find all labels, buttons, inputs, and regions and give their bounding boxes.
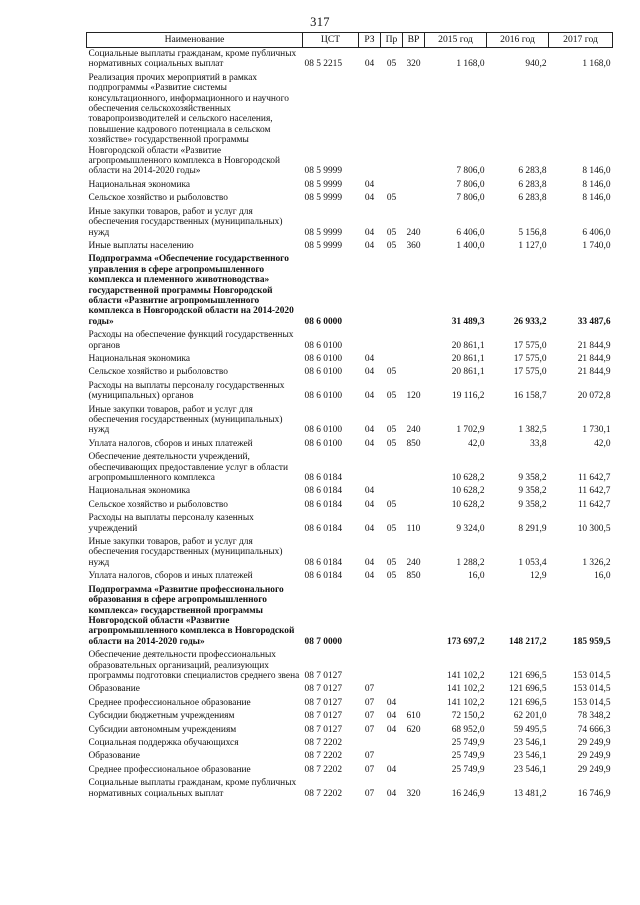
cell-cst: 08 7 0127 [304, 711, 342, 722]
cell-2017: 185 959,5 [573, 636, 611, 647]
cell-pr: 04 [386, 711, 397, 722]
cell-cst: 08 6 0184 [304, 557, 342, 568]
cell-cst: 08 5 2215 [304, 59, 342, 70]
cell-2017: 21 844,9 [577, 353, 611, 364]
table-row [87, 584, 613, 649]
cell-2015: 9 324,0 [456, 523, 485, 534]
cell-pr: 04 [386, 697, 397, 708]
cell-2017: 29 249,9 [577, 751, 611, 762]
cell-2017: 74 666,3 [577, 724, 611, 735]
cell-2016: 17 575,0 [513, 340, 547, 351]
cell-2017: 20 072,8 [577, 391, 611, 402]
cell-2015: 72 150,2 [451, 711, 485, 722]
table-row [87, 724, 613, 737]
cell-cst: 08 5 9999 [304, 193, 342, 204]
cell-2016: 121 696,5 [509, 670, 547, 681]
cell-2015: 1 168,0 [456, 59, 485, 70]
cell-rz: 07 [364, 684, 375, 695]
cell-2015: 7 806,0 [456, 179, 485, 190]
cell-pr [381, 329, 403, 353]
cell-2015: 6 406,0 [456, 227, 485, 238]
cell-2017: 33 487,6 [577, 316, 611, 327]
cell-2017: 11 642,7 [578, 486, 611, 497]
cell-pr: 05 [386, 367, 397, 378]
cell-pr: 04 [386, 764, 397, 775]
cell-2016: 17 575,0 [513, 353, 547, 364]
cell-pr: 04 [386, 788, 397, 799]
cell-2015: 1 288,2 [456, 557, 485, 568]
cell-pr: 05 [386, 227, 397, 238]
cell-2016: 1 382,5 [518, 425, 547, 436]
cell-pr: 05 [386, 557, 397, 568]
cell-2016: 940,2 [525, 59, 547, 70]
cell-2015: 42,0 [468, 438, 485, 449]
cell-2015: 10 628,2 [451, 499, 485, 510]
cell-vr: 320 [406, 788, 421, 799]
table-row [87, 485, 613, 498]
cell-2016: 13 481,2 [513, 788, 547, 799]
cell-name: Среднее профессиональное образование [88, 697, 251, 708]
cell-rz: 04 [364, 179, 375, 190]
cell-2016: 6 283,8 [518, 179, 547, 190]
cell-name: Образование [88, 751, 140, 762]
cell-2016: 6 283,8 [518, 166, 547, 177]
cell-pr [381, 683, 403, 696]
cell-vr [403, 649, 425, 683]
cell-2015: 1 702,9 [456, 425, 485, 436]
cell-2017: 153 014,5 [573, 684, 611, 695]
cell-cst: 08 6 0000 [304, 316, 342, 327]
cell-name: Иные выплаты населению [88, 240, 194, 251]
header-name: Наименование [87, 33, 303, 48]
cell-vr [403, 353, 425, 366]
cell-name: Социальные выплаты гражданам, кроме публичных нормативных социальных выплат [88, 778, 297, 799]
cell-pr [381, 353, 403, 366]
table-row [87, 697, 613, 710]
cell-rz [359, 329, 381, 353]
cell-2015: 31 489,3 [451, 316, 485, 327]
cell-name: Национальная экономика [88, 486, 191, 497]
cell-vr [403, 329, 425, 353]
cell-name: Среднее профессиональное образование [88, 764, 251, 775]
cell-2015: 141 102,2 [447, 697, 485, 708]
cell-cst: 08 7 2202 [304, 751, 342, 762]
cell-rz: 04 [364, 59, 375, 70]
cell-2016: 148 217,2 [509, 636, 547, 647]
cell-pr [381, 737, 403, 750]
page-number: 317 [310, 15, 330, 29]
cell-name: Субсидии автономным учреждениям [88, 724, 237, 735]
cell-vr: 240 [406, 557, 421, 568]
cell-name: Уплата налогов, сборов и иных платежей [88, 438, 253, 449]
cell-vr: 610 [406, 711, 421, 722]
table-row [87, 353, 613, 366]
table-row [87, 649, 613, 683]
cell-2016: 12,9 [530, 571, 547, 582]
table-row [87, 750, 613, 763]
cell-2017: 1 326,2 [582, 557, 611, 568]
cell-2017: 6 406,0 [582, 227, 611, 238]
cell-2016: 17 575,0 [513, 367, 547, 378]
cell-2016: 5 156,8 [518, 227, 547, 238]
cell-cst: 08 6 0100 [304, 391, 342, 402]
cell-vr [403, 253, 425, 329]
cell-2015: 16,0 [468, 571, 485, 582]
cell-2017: 153 014,5 [573, 670, 611, 681]
cell-2016: 1 053,4 [518, 557, 547, 568]
table-row [87, 366, 613, 379]
cell-cst: 08 6 0184 [304, 571, 342, 582]
cell-rz: 04 [364, 391, 375, 402]
cell-name: Расходы на выплаты персоналу государственных (муниципальных) органов [88, 380, 285, 402]
cell-cst: 08 7 0127 [304, 684, 342, 695]
cell-vr: 620 [406, 724, 421, 735]
cell-name: Подпрограмма «Развитие профессионального образования в сфере агропромышленного комплекса» государственной программы Новгородской области «Развитие агропромышленного комплекса в Новгородской области на 2014-2020 годы» [88, 584, 295, 647]
header-rz: РЗ [359, 33, 381, 48]
cell-2017: 10 300,5 [577, 523, 611, 534]
cell-2015: 20 861,1 [451, 367, 485, 378]
cell-2016: 33,8 [530, 438, 547, 449]
cell-vr: 120 [406, 391, 421, 402]
cell-rz [359, 649, 381, 683]
cell-cst: 08 6 0100 [304, 340, 342, 351]
cell-2017: 8 146,0 [582, 193, 611, 204]
cell-2017: 1 740,0 [582, 240, 611, 251]
cell-2016: 121 696,5 [509, 684, 547, 695]
cell-cst: 08 5 9999 [304, 227, 342, 238]
cell-pr: 05 [386, 240, 397, 251]
cell-2017: 21 844,9 [577, 367, 611, 378]
header-vr: ВР [403, 33, 425, 48]
cell-pr: 05 [386, 499, 397, 510]
cell-rz: 04 [364, 227, 375, 238]
cell-rz: 07 [364, 788, 375, 799]
cell-2017: 21 844,9 [577, 340, 611, 351]
cell-2017: 8 146,0 [582, 179, 611, 190]
cell-vr [403, 697, 425, 710]
cell-2015: 68 952,0 [451, 724, 485, 735]
cell-pr [381, 451, 403, 485]
cell-pr: 05 [386, 571, 397, 582]
table-row [87, 451, 613, 485]
cell-name: Реализация прочих мероприятий в рамках подпрограммы «Развитие системы консультационного, информационного и научного обеспечения сельскохозяйственных товаропроизводителей и сельского населения, повышение кадрового потенциала в сельском хозяйстве» государственной программы Новгородской области «Развитие агропромышленного комплекса в Новгородской области на 2014-2020 годы» [88, 72, 289, 177]
cell-vr: 110 [406, 523, 421, 534]
header-2017: 2017 год [549, 33, 613, 48]
cell-cst: 08 5 9999 [304, 166, 342, 177]
cell-2015: 7 806,0 [456, 166, 485, 177]
cell-cst: 08 7 2202 [304, 764, 342, 775]
cell-cst: 08 6 0100 [304, 425, 342, 436]
cell-pr [381, 253, 403, 329]
cell-2015: 20 861,1 [451, 353, 485, 364]
table-header-row [87, 33, 613, 48]
table-row [87, 48, 613, 72]
cell-name: Обеспечение деятельности профессиональных образовательных организаций, реализующих программы подготовки специалистов среднего звена [88, 650, 300, 681]
cell-rz [359, 584, 381, 649]
cell-vr [403, 451, 425, 485]
cell-2016: 23 546,1 [513, 737, 547, 748]
cell-2017: 29 249,9 [577, 764, 611, 775]
cell-rz: 04 [364, 571, 375, 582]
cell-2015: 141 102,2 [447, 670, 485, 681]
table-row [87, 536, 613, 570]
cell-cst: 08 6 0100 [304, 438, 342, 449]
table-row [87, 253, 613, 329]
cell-2016: 9 358,2 [518, 499, 547, 510]
table-row [87, 777, 613, 801]
cell-2017: 42,0 [594, 438, 611, 449]
cell-name: Подпрограмма «Обеспечение государственного управления в сфере агропромышленного комплекса и племенного животноводства» государственной программы Новгородской области «Развитие агропромышленного комплекса в Новгородской области на 2014-2020 годы» [88, 254, 294, 327]
table-row [87, 512, 613, 536]
cell-cst: 08 5 9999 [304, 240, 342, 251]
cell-vr [403, 683, 425, 696]
table-row [87, 710, 613, 723]
cell-2017: 16 746,9 [577, 788, 611, 799]
cell-pr: 05 [386, 391, 397, 402]
cell-rz: 04 [364, 499, 375, 510]
cell-pr [381, 750, 403, 763]
header-pr: Пр [381, 33, 403, 48]
cell-vr: 240 [406, 425, 421, 436]
cell-cst: 08 6 0184 [304, 486, 342, 497]
cell-pr: 05 [386, 438, 397, 449]
cell-pr: 05 [386, 193, 397, 204]
cell-cst: 08 7 2202 [304, 788, 342, 799]
cell-cst: 08 7 0127 [304, 670, 342, 681]
cell-2016: 59 495,5 [513, 724, 547, 735]
cell-rz: 07 [364, 724, 375, 735]
cell-rz: 04 [364, 557, 375, 568]
cell-rz: 04 [364, 353, 375, 364]
cell-vr [403, 750, 425, 763]
cell-2015: 173 697,2 [447, 636, 485, 647]
cell-cst: 08 6 0184 [304, 523, 342, 534]
table-row [87, 329, 613, 353]
cell-vr: 240 [406, 227, 421, 238]
table-row [87, 764, 613, 777]
cell-rz: 04 [364, 193, 375, 204]
cell-name: Сельское хозяйство и рыболовство [88, 193, 228, 204]
cell-vr [403, 192, 425, 205]
table-row [87, 570, 613, 583]
cell-vr [403, 737, 425, 750]
cell-rz: 04 [364, 367, 375, 378]
cell-2017: 11 642,7 [578, 499, 611, 510]
cell-2016: 23 546,1 [513, 751, 547, 762]
cell-2015: 25 749,9 [451, 737, 485, 748]
cell-rz: 07 [364, 751, 375, 762]
cell-name: Социальная поддержка обучающихся [88, 737, 239, 748]
cell-vr: 320 [406, 59, 421, 70]
cell-vr [403, 764, 425, 777]
cell-vr [403, 72, 425, 179]
cell-vr [403, 485, 425, 498]
table-row [87, 380, 613, 404]
cell-2015: 25 749,9 [451, 751, 485, 762]
cell-2017: 16,0 [594, 571, 611, 582]
cell-2015: 10 628,2 [451, 486, 485, 497]
cell-2016: 9 358,2 [518, 486, 547, 497]
cell-cst: 08 7 0127 [304, 697, 342, 708]
cell-2015: 20 861,1 [451, 340, 485, 351]
cell-name: Иные закупки товаров, работ и услуг для обеспечения государственных (муниципальных) нужд [88, 537, 283, 568]
cell-cst: 08 6 0184 [304, 473, 342, 484]
header-2015: 2015 год [425, 33, 487, 48]
cell-2015: 25 749,9 [451, 764, 485, 775]
cell-2015: 16 246,9 [451, 788, 485, 799]
cell-cst: 08 7 2202 [304, 737, 342, 748]
cell-2016: 6 283,8 [518, 193, 547, 204]
header-2016: 2016 год [487, 33, 549, 48]
table-row [87, 179, 613, 192]
cell-2016: 1 127,0 [518, 240, 547, 251]
cell-pr: 04 [386, 724, 397, 735]
cell-2017: 8 146,0 [582, 166, 611, 177]
cell-rz: 04 [364, 240, 375, 251]
cell-2016: 9 358,2 [518, 473, 547, 484]
table-body [87, 48, 613, 802]
cell-pr [381, 72, 403, 179]
table-row [87, 192, 613, 205]
cell-2017: 153 014,5 [573, 697, 611, 708]
cell-pr [381, 179, 403, 192]
table-row [87, 737, 613, 750]
cell-rz: 04 [364, 425, 375, 436]
cell-pr [381, 649, 403, 683]
cell-name: Социальные выплаты гражданам, кроме публичных нормативных социальных выплат [88, 49, 297, 70]
cell-2015: 19 116,2 [452, 391, 485, 402]
cell-2015: 141 102,2 [447, 684, 485, 695]
cell-pr [381, 485, 403, 498]
cell-name: Обеспечение деятельности учреждений, обеспечивающих предоставление услуг в области агропромышленного комплекса [88, 452, 288, 484]
cell-2015: 1 400,0 [456, 240, 485, 251]
table-row [87, 240, 613, 253]
cell-rz: 07 [364, 711, 375, 722]
cell-2017: 11 642,7 [578, 473, 611, 484]
cell-2016: 26 933,2 [513, 316, 547, 327]
table-row [87, 683, 613, 696]
cell-vr [403, 499, 425, 512]
table-row [87, 499, 613, 512]
cell-name: Иные закупки товаров, работ и услуг для обеспечения государственных (муниципальных) нужд [88, 206, 283, 238]
cell-vr [403, 584, 425, 649]
cell-name: Расходы на выплаты персоналу казенных учреждений [88, 513, 254, 534]
cell-rz: 04 [364, 523, 375, 534]
cell-name: Уплата налогов, сборов и иных платежей [88, 571, 253, 582]
table-row [87, 206, 613, 240]
cell-name: Национальная экономика [88, 179, 191, 190]
cell-rz [359, 253, 381, 329]
cell-2017: 1 168,0 [582, 59, 611, 70]
cell-2017: 1 730,1 [582, 425, 611, 436]
header-cst: ЦСТ [303, 33, 359, 48]
cell-pr: 05 [386, 425, 397, 436]
table-row [87, 404, 613, 438]
cell-cst: 08 6 0184 [304, 499, 342, 510]
cell-rz [359, 451, 381, 485]
cell-name: Сельское хозяйство и рыболовство [88, 499, 228, 510]
cell-cst: 08 7 0127 [304, 724, 342, 735]
cell-pr: 05 [386, 59, 397, 70]
table-row [87, 438, 613, 451]
cell-vr: 850 [406, 571, 421, 582]
cell-name: Субсидии бюджетным учреждениям [88, 711, 235, 722]
cell-2016: 23 546,1 [513, 764, 547, 775]
cell-pr: 05 [386, 523, 397, 534]
cell-rz [359, 72, 381, 179]
cell-rz: 04 [364, 486, 375, 497]
cell-vr [403, 179, 425, 192]
cell-2016: 16 158,7 [513, 391, 547, 402]
cell-name: Расходы на обеспечение функций государственных органов [88, 330, 294, 351]
table-row [87, 72, 613, 179]
cell-rz: 04 [364, 438, 375, 449]
cell-name: Сельское хозяйство и рыболовство [88, 367, 228, 378]
cell-name: Национальная экономика [88, 353, 191, 364]
cell-name: Образование [88, 684, 140, 695]
cell-cst: 08 5 9999 [304, 179, 342, 190]
cell-rz [359, 737, 381, 750]
cell-2015: 7 806,0 [456, 193, 485, 204]
cell-2017: 78 348,2 [577, 711, 611, 722]
cell-2017: 29 249,9 [577, 737, 611, 748]
cell-cst: 08 6 0100 [304, 353, 342, 364]
cell-vr: 850 [406, 438, 421, 449]
cell-rz: 07 [364, 697, 375, 708]
cell-2016: 8 291,9 [518, 523, 547, 534]
cell-vr: 360 [406, 240, 421, 251]
cell-2016: 62 201,0 [513, 711, 547, 722]
cell-rz: 07 [364, 764, 375, 775]
cell-pr [381, 584, 403, 649]
cell-name: Иные закупки товаров, работ и услуг для обеспечения государственных (муниципальных) нужд [88, 404, 283, 436]
budget-table [86, 32, 613, 801]
cell-2015: 10 628,2 [451, 473, 485, 484]
cell-vr [403, 366, 425, 379]
cell-cst: 08 7 0000 [304, 636, 342, 647]
cell-cst: 08 6 0100 [304, 367, 342, 378]
cell-2016: 121 696,5 [509, 697, 547, 708]
